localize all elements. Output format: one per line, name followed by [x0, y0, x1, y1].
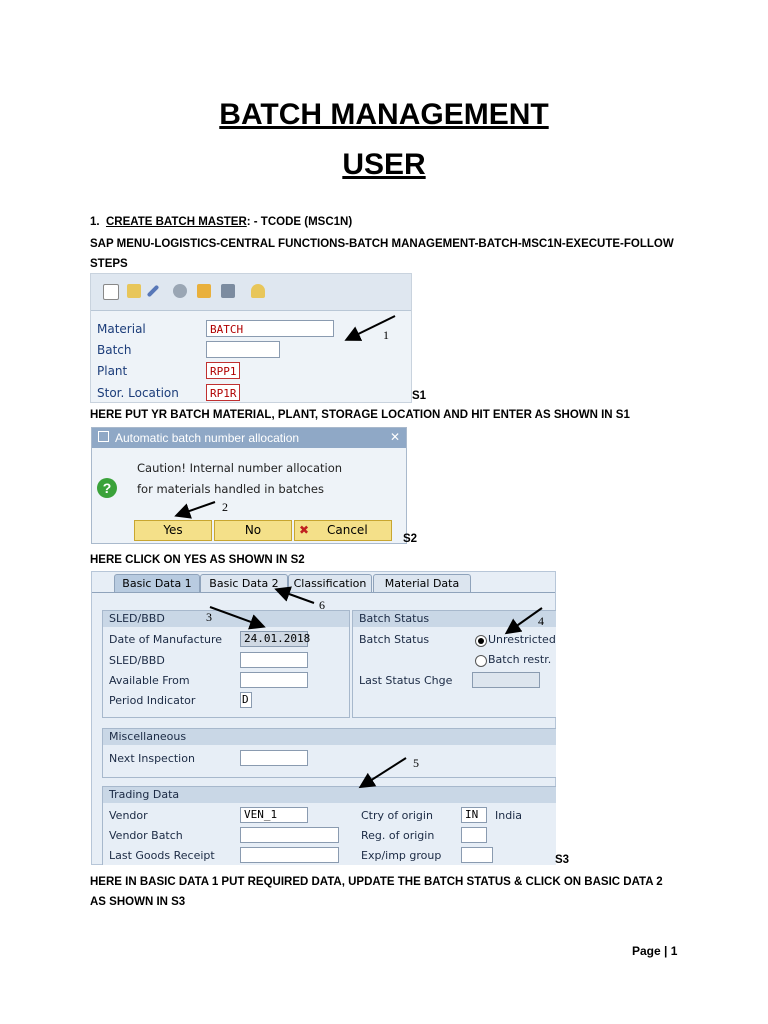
vendor-label: Vendor	[109, 809, 148, 822]
material-input[interactable]: BATCH	[206, 320, 334, 337]
material-label: Material	[97, 322, 146, 336]
step1-title: CREATE BATCH MASTER	[105, 216, 247, 228]
dialog-title: Automatic batch number allocation	[115, 431, 300, 445]
trading-data-group-title: Trading Data	[103, 787, 556, 803]
arrow-1	[348, 316, 395, 339]
s2-label: S2	[403, 533, 418, 545]
country-name: India	[495, 809, 522, 822]
tab-basic-data-1[interactable]: Basic Data 1	[114, 574, 200, 593]
question-icon: ?	[97, 478, 117, 498]
available-from-label: Available From	[109, 674, 190, 687]
radio-batch-restricted-label: Batch restr.	[488, 653, 552, 666]
arrow-4	[508, 608, 542, 632]
vendor-batch-label: Vendor Batch	[109, 829, 183, 842]
storage-location-label: Stor. Location	[97, 386, 179, 400]
date-of-manufacture-label: Date of Manufacture	[109, 633, 223, 646]
menu-path-line1: SAP MENU-LOGISTICS-CENTRAL FUNCTIONS-BATCH MANAGEMENT-BATCH-MSC1N-EXECUTE-FOLLOW	[90, 238, 674, 250]
vendor-input[interactable]: VEN_1	[240, 807, 308, 823]
s1-caption: HERE PUT YR BATCH MATERIAL, PLANT, STORAGE LOCATION AND HIT ENTER AS SHOWN IN S1	[90, 409, 630, 421]
period-indicator-label: Period Indicator	[109, 694, 196, 707]
batch-status-label: Batch Status	[359, 633, 430, 646]
s2-caption: HERE CLICK ON YES AS SHOWN IN S2	[90, 554, 305, 566]
page-number: Page | 1	[632, 944, 678, 958]
plant-label: Plant	[97, 364, 128, 378]
plant-input[interactable]: RPP1	[206, 362, 240, 379]
step1-tcode: : - TCODE (MSC1N)	[246, 216, 353, 228]
tab-basic-data-2[interactable]: Basic Data 2	[200, 574, 288, 593]
radio-unrestricted-label: Unrestricted	[488, 633, 556, 646]
arrow-5	[362, 758, 406, 786]
document-subtitle: USER	[342, 148, 426, 181]
s3-label: S3	[555, 854, 570, 866]
country-of-origin-input[interactable]: IN	[461, 807, 487, 823]
s3-marker-6: 6	[319, 598, 325, 612]
cancel-icon: ✖	[299, 523, 310, 537]
arrow-3	[210, 607, 262, 626]
storage-location-input[interactable]: RP1R	[206, 384, 240, 401]
s3-marker-3: 3	[206, 610, 212, 624]
dialog-message-line1: Caution! Internal number allocation	[137, 461, 343, 475]
last-status-change-label: Last Status Chge	[359, 674, 453, 687]
yes-button[interactable]: Yes	[134, 520, 212, 541]
s3-caption-line1: HERE IN BASIC DATA 1 PUT REQUIRED DATA, UPDATE THE BATCH STATUS & CLICK ON BASIC DATA 2	[90, 876, 663, 888]
date-of-manufacture-input[interactable]: 24.01.2018	[240, 631, 308, 647]
close-icon[interactable]: ✕	[389, 430, 400, 444]
document-title: BATCH MANAGEMENT	[219, 98, 549, 131]
period-indicator-input[interactable]: D	[240, 692, 252, 708]
arrow-2	[178, 502, 215, 515]
s1-marker-1: 1	[383, 328, 389, 342]
s3-caption-line2: AS SHOWN IN S3	[90, 896, 186, 908]
step1-number: 1.	[90, 216, 100, 228]
s2-marker-2: 2	[222, 500, 228, 514]
menu-path-line2: STEPS	[90, 258, 128, 270]
sled-bbd-label: SLED/BBD	[109, 654, 165, 667]
miscellaneous-group-title: Miscellaneous	[103, 729, 556, 745]
exp-imp-group-label: Exp/imp group	[361, 849, 442, 862]
arrow-6	[278, 590, 314, 603]
dialog-message-line2: for materials handled in batches	[137, 482, 324, 496]
batch-label: Batch	[97, 343, 132, 357]
s3-marker-5: 5	[413, 756, 419, 770]
last-goods-receipt-label: Last Goods Receipt	[109, 849, 215, 862]
s3-marker-4: 4	[538, 614, 544, 628]
region-of-origin-label: Reg. of origin	[361, 829, 435, 842]
s1-label: S1	[412, 390, 427, 402]
cancel-button-label: Cancel	[327, 523, 368, 537]
country-of-origin-label: Ctry of origin	[361, 809, 433, 822]
next-inspection-label: Next Inspection	[109, 752, 195, 765]
tab-material-data[interactable]: Material Data	[373, 574, 471, 593]
no-button[interactable]: No	[214, 520, 292, 541]
batch-status-group-title: Batch Status	[353, 611, 556, 627]
tab-classification[interactable]: Classification	[288, 574, 372, 593]
sled-bbd-group-title: SLED/BBD	[103, 611, 349, 627]
